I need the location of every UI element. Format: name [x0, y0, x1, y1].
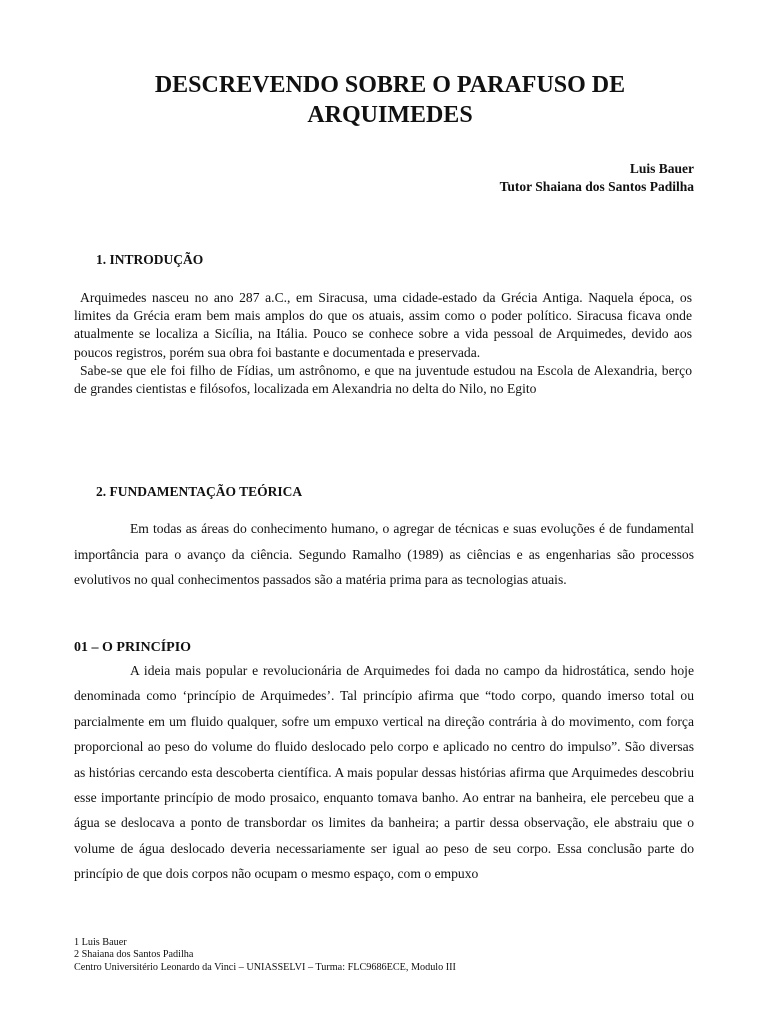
footnote-1: 1 Luis Bauer: [74, 937, 127, 948]
section-heading-introducao: 1. INTRODUÇÃO: [96, 252, 204, 267]
page-title: [60, 70, 720, 130]
footnote-2: 2 Shaiana dos Santos Padilha: [74, 949, 194, 961]
principio-body: [74, 658, 694, 887]
introducao-body: [74, 289, 692, 398]
fundamentacao-body: [74, 516, 694, 593]
author-name: Luis Bauer: [629, 161, 694, 176]
paragraph: A ideia mais popular e revolucionária de Arquimedes foi dada no campo da hidrostática, sendo hoje denominada como ‘princípio de Arquimedes’. Tal princípio afirma que “todo corpo, quando imerso total ou parcialmente em um fluido qualquer, sofre um empuxo vertical na direção contrária à do movimento, com força proporcional ao peso do volume do fluido deslocado pelo corpo e aplicado no centro do impulso”. São diversas as histórias cercando esta descoberta científica. A mais popular dessas histórias afirma que Arquimedes descobriu esse importante princípio de modo prosaico, enquanto tomava banho. Ao entrar na banheira, ele percebeu que a água se deslocava a ponto de transbordar os limites da banheira; a partir dessa observação, ele abstraiu que o volume de água deslocado deveria necessariamente ser igual ao peso de seu corpo. Essa conclusão parte do princípio de que dois corpos não ocupam o mesmo espaço, com o empuxo: [74, 663, 694, 882]
paragraph: Em todas as áreas do conhecimento humano, o agregar de técnicas e suas evoluções é de fundamental importância para o avanço da ciência. Segundo Ramalho (1989) as ciências e as engenharias são processos evolutivos no qual conhecimentos passados são a matéria prima para as tecnologias atuais.: [74, 521, 694, 588]
title-line-1: DESCREVENDO SOBRE O PARAFUSO DE: [154, 72, 626, 98]
section-heading-principio: 01 – O PRINCÍPIO: [74, 640, 192, 655]
paragraph: Sabe-se que ele foi filho de Fídias, um astrônomo, e que na juventude estudou na Escola de Alexandria, berço de grandes cientistas e filósofos, localizada em Alexandria no delta do Nilo, no Egito: [74, 362, 692, 397]
author-block: [294, 160, 694, 196]
title-line-2: ARQUIMEDES: [307, 102, 473, 128]
section-heading-fundamentacao: 2. FUNDAMENTAÇÃO TEÓRICA: [96, 484, 303, 499]
paragraph: Arquimedes nasceu no ano 287 a.C., em Siracusa, uma cidade-estado da Grécia Antiga. Naquela época, os limites da Grécia eram bem mais amplos do que os atuais, assim como o poder político. Siracusa ficava onde atualmente se localiza a Sicília, na Itália. Pouco se conhece sobre a vida pessoal de Arquimedes, devido aos poucos registros, porém sua obra foi bastante e documentada e preservada.: [74, 290, 692, 360]
footnotes: [74, 937, 694, 974]
footnote-institution: Centro Universitério Leonardo da Vinci – UNIASSELVI – Turma: FLC9686ECE, Modulo III: [74, 961, 456, 973]
tutor-name: Tutor Shaiana dos Santos Padilha: [499, 179, 694, 194]
